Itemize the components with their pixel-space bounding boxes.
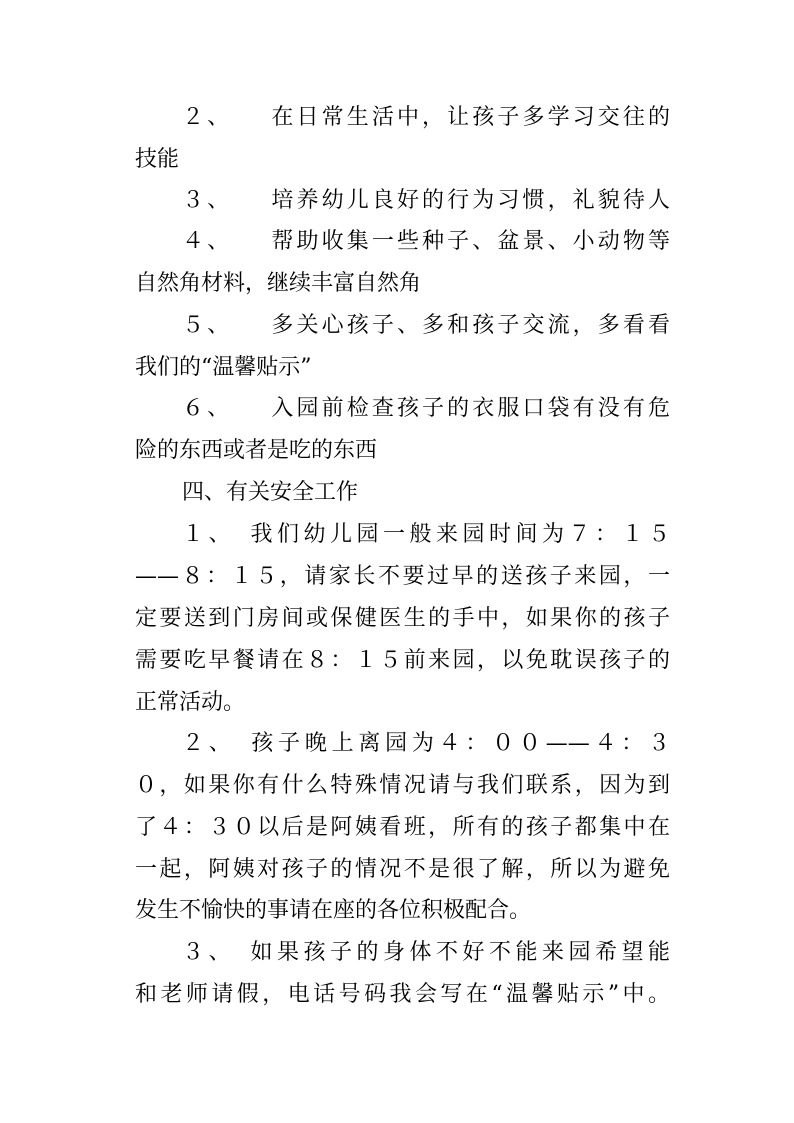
paragraph-6-line-2: 险的东西或者是吃的东西	[135, 438, 378, 463]
paragraph-4-line-1: ４、 帮助收集一些种子、盆景、小动物等	[182, 229, 670, 254]
paragraph-2-line-2: 技能	[135, 147, 180, 172]
safety-item-2-line-5: 发生不愉快的事请在座的各位积极配合。	[135, 898, 532, 923]
paragraph-6-line-1: ６、 入园前检查孩子的衣服口袋有没有危	[182, 396, 670, 421]
paragraph-2-line-1: ２、 在日常生活中，让孩子多学习交往的	[182, 105, 670, 130]
safety-item-2-line-4: 一起，阿姨对孩子的情况不是很了解，所以为避免	[135, 857, 670, 882]
safety-item-2-line-3: 了４：３０以后是阿姨看班，所有的孩子都集中在	[135, 815, 670, 840]
safety-item-1-line-1: １、 我们幼儿园一般来园时间为７：１５	[182, 522, 670, 547]
safety-item-3-line-1: ３、 如果孩子的身体不好不能来园希望能	[182, 940, 670, 965]
paragraph-5-line-1: ５、 多关心孩子、多和孩子交流，多看看	[182, 313, 670, 338]
paragraph-4-line-2: 自然角材料，继续丰富自然角	[135, 271, 422, 296]
paragraph-3-line-1: ３、 培养幼儿良好的行为习惯，礼貌待人	[182, 188, 670, 213]
safety-item-1-line-3: 定要送到门房间或保健医生的手中，如果你的孩子	[135, 606, 670, 631]
safety-item-2-line-1: ２、 孩子晚上离园为４：００——４：３	[182, 731, 670, 756]
safety-item-1-line-4: 需要吃早餐请在８：１５前来园，以免耽误孩子的	[135, 648, 670, 673]
paragraph-5-line-2: 我们的“温馨贴示”	[135, 355, 312, 380]
safety-item-1-line-5: 正常活动。	[135, 690, 246, 715]
safety-item-2-line-2: ０，如果你有什么特殊情况请与我们联系，因为到	[135, 773, 670, 798]
safety-item-3-line-2: 和老师请假，电话号码我会写在“温馨贴示”中。	[135, 982, 670, 1007]
section-heading-safety: 四、有关安全工作	[182, 480, 359, 505]
safety-item-1-line-2: ——８：１５，请家长不要过早的送孩子来园，一	[135, 564, 670, 589]
